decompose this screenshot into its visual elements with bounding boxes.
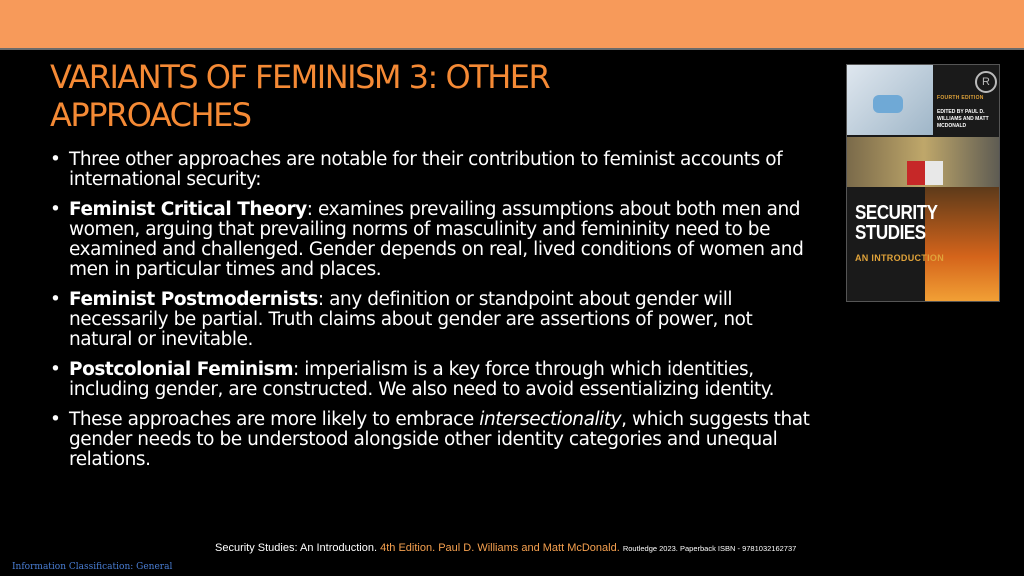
bullet-emphasis: intersectionality — [479, 409, 622, 430]
citation-footer — [215, 542, 796, 554]
slide-title-line1: VARIANTS OF FEMINISM 3: OTHER — [50, 58, 550, 96]
bullet-item — [50, 200, 820, 280]
classification-label: Information Classification: General — [12, 562, 173, 572]
cover-title: SECURITY STUDIES — [855, 202, 938, 244]
header-bar — [0, 0, 1024, 50]
citation-authors: Paul D. Williams and Matt McDonald. — [438, 542, 620, 554]
bullet-item — [50, 410, 820, 470]
bullet-list — [50, 150, 820, 480]
bullet-term: Feminist Critical Theory — [69, 199, 307, 220]
cover-flags — [907, 161, 943, 185]
cover-editors: EDITED BY PAUL D. WILLIAMS AND MATT MCDONALD — [937, 109, 989, 129]
citation-publisher: Routledge 2023. Paperback ISBN - 9781032162737 — [622, 544, 797, 553]
bullet-item — [50, 290, 820, 350]
bullet-text: : examines prevailing assumptions about both men and women, arguing that prevailing norms of masculinity and femininity need to be examined and challenged. Gender depends on real, lived conditions of women and men in particular times and places. — [69, 199, 804, 280]
citation-title: Security Studies: An Introduction. — [215, 542, 378, 554]
bullet-text: These approaches are more likely to embrace — [69, 409, 480, 430]
cover-photo-medical — [847, 65, 933, 135]
citation-edition: 4th Edition. — [380, 542, 436, 554]
cover-edition: FOURTH EDITION — [937, 95, 984, 101]
bullet-term: Feminist Postmodernists — [69, 289, 318, 310]
bullet-item — [50, 360, 820, 400]
book-cover-image — [846, 64, 1000, 302]
bullet-text: Three other approaches are notable for their contribution to feminist accounts of international security: — [69, 149, 783, 190]
publisher-logo: R — [975, 71, 997, 93]
bullet-text: : imperialism is a key force through which identities, including gender, are constructed. We also need to avoid essentializing identity. — [69, 359, 775, 400]
slide-title — [50, 58, 770, 134]
face-mask-shape — [873, 95, 903, 113]
bullet-term: Postcolonial Feminism — [69, 359, 294, 380]
slide-title-line2: APPROACHES — [50, 96, 251, 134]
bullet-item — [50, 150, 820, 190]
bullet-text: : any definition or standpoint about gender will necessarily be partial. Truth claims about gender are assertions of power, not natural or inevitable. — [69, 289, 753, 350]
bullet-text: , which suggests that gender needs to be understood alongside other identity categories and unequal relations. — [69, 409, 810, 470]
cover-subtitle: AN INTRODUCTION — [855, 253, 944, 263]
